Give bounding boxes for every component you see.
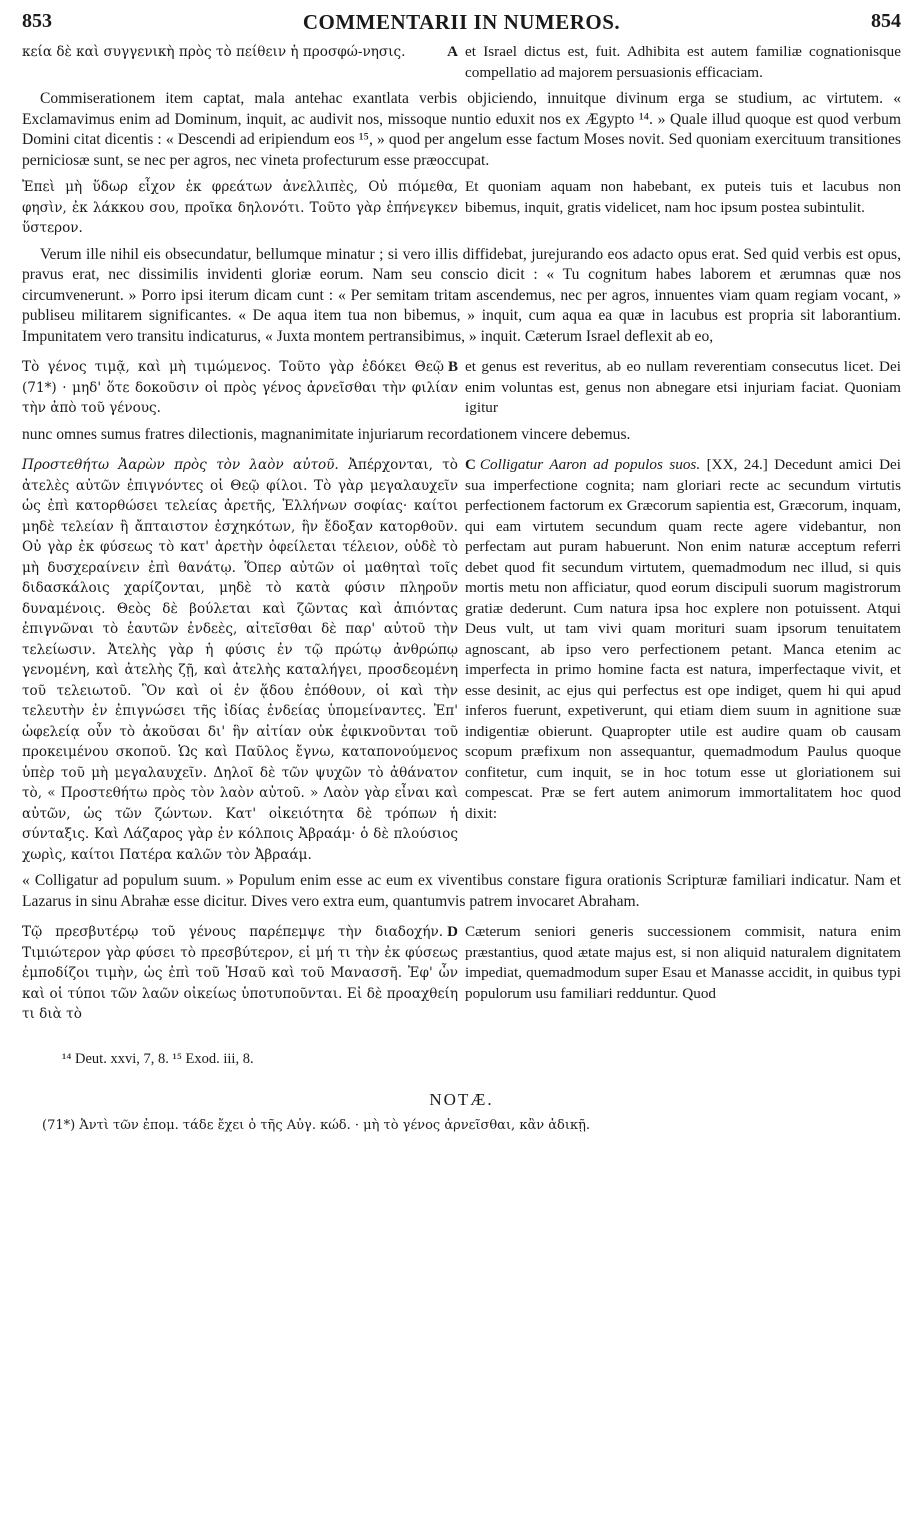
greek-text: κεία δὲ καὶ συγγενικὴ πρὸς τὸ πείθειν ἡ προσφώ-νησις. — [22, 44, 406, 60]
latin-column — [465, 42, 901, 83]
latin-lemma: Colligatur Aaron ad populos suos. — [479, 456, 701, 473]
latin-column — [465, 177, 901, 239]
parallel-block-3 — [22, 357, 901, 419]
notae-text: (71*) Ἀντὶ τῶν ἐπομ. τάδε ἔχει ὁ τῆς Αὐγ. κώδ. · μὴ τὸ γένος ἀρνεῖσθαι, κἂν ἀδικῇ. — [42, 1117, 591, 1133]
latin-paragraph: nunc omnes sumus fratres dilectionis, magnanimitate injuriarum recordationem vincere debemus. — [22, 425, 631, 443]
section-marker: C — [465, 457, 476, 473]
latin-column — [465, 455, 901, 865]
greek-text: Ἀπέρχονται, τὸ ἀτελὲς αὐτῶν ἐπιγνόντες οἱ Θεῷ φίλοι. Τὸ γὰρ μεγαλαυχεῖν ὡς ἐπὶ κατορθώσει τελείας ἀρετῆς, Ἑλλήνων σοφίας· καίτοι μηδὲ τελείαν ἢ ἄπταιστον ἐσχηκότων, ἣν ἔδοξαν κατορθοῦν. Οὐ γὰρ ἐκ φύσεως τὸ κατ' ἀρετὴν ὀφείλεται τέλειον, οὐδὲ τὸ μὴ δυσχεραίνειν ἐπὶ θανάτῳ. Ὅπερ αὐτῶν οἱ μαθηταὶ τοῖς διδασκάλοις χαρίζονται, μηδὲ τὸ κατὰ φύσιν πληροῦν δυναμένοις. Θεὸς δὲ βούλεται καὶ ζῶντας καὶ ἀπιόντας ἐπιγνῶναι τὸ ἑαυτῶν ἐνδεὲς, αἰτεῖσθαι δὲ παρ' αὐτοῦ τὴν τελείωσιν. Ἀτελὴς γὰρ ἡ φύσις ἐν τῷ πρώτῳ ἀνθρώπῳ γενομένη, καὶ ἀτελὴς ζῇ, καὶ ἀτελὴς καταλήγει, προσδεομένη τοῦ τελειωτοῦ. Ὃν καὶ οἱ ἐν ᾅδου ἐπόθουν, οἱ καὶ τὴν τελευτὴν ἐν ἐπιγνώσει τῆς ἰδίας ἐνδείας ὑπομείναντες. Ἐπ' ὠφελείᾳ οὖν τὸ ἀκοῦσαι δι' ἣν αἰτίαν οὐκ ἐφικνοῦνται τοῦ προκειμένου σκοποῦ. Ὡς καὶ Παῦλος ἔγνω, καταπονούμενος ὑπὲρ τοῦ μὴ μεγαλαυχεῖν. Δηλοῖ δὲ τῶν ψυχῶν τὸ ἀθάνατον τὸ, « Προστεθήτω πρὸς τὸν λαὸν αὐτοῦ. » Λαὸν γὰρ εἶναι καὶ αὐτῶν, ὡς τῶν ζώντων. Κατ' οἰκειότητα δὲ τρόπων ἡ σύνταξις. Καὶ Λάζαρος γὰρ ἐν κόλποις Ἀβραάμ· ὁ δὲ πλούσιος χωρὶς, καίτοι Πατέρα καλῶν τὸν Ἀβραάμ. — [22, 457, 458, 863]
greek-text: Τὸ γένος τιμᾷ, καὶ μὴ τιμώμενος. Τοῦτο γὰρ ἐδόκει Θεῷ (71*) · μηδ' ὅτε δοκοῦσιν οἱ πρὸς γένος ἀρνεῖσθαι τὴν φιλίαν τὴν ἀπὸ τοῦ γένους. — [22, 359, 458, 416]
greek-column — [22, 455, 458, 865]
page-number-left: 853 — [22, 10, 52, 32]
latin-column — [465, 922, 901, 1025]
parallel-block-5 — [22, 922, 901, 1025]
latin-paragraph: « Colligatur ad populum suum. » Populum enim esse ac eum ex viventibus constare figura orationis Scripturæ familiari indicatur. Nam et Lazarus in sinu Abrahæ esse dicitur. Dives vero extra eum, quantumvis patrem invocaret Abraham. — [22, 872, 901, 910]
greek-column — [22, 177, 458, 239]
latin-paragraph: Commiserationem item captat, mala antehac exantlata verbis objiciendo, innuitque divinum erga se studium, ac virtutem. « Exclamavimus enim ad Dominum, inquit, ac audivit nos, missoque nuntio eduxit nos ex Ægypto ¹⁴. » Quale illud quoque est quod verbum Domini citat dicentis : « Descendi ad eripiendum eos ¹⁵, » quod per angelum esse factum Moses novit. Sed quoniam exercituum transitiones perniciosæ sunt, se nec per agros, nec vineta profecturum esse præoccupat. — [22, 90, 901, 169]
greek-text: Ἐπεὶ μὴ ὕδωρ εἶχον ἐκ φρεάτων ἀνελλιπὲς, Οὐ πιόμεθα, φησὶν, ἐκ λάκκου σου, προῖκα δηλονότι. Τοῦτο γὰρ ἐπήνεγκεν ὕστερον. — [22, 179, 458, 236]
latin-text: Cæterum seniori generis successionem commisit, natura enim præstantius, quod ætate majus est, si non aliquid naturalem dignitatem impediat, quemadmodum super Esau et Manasse accidit, in quibus typi populorum usu familiari redduntur. Quod — [465, 923, 901, 1002]
latin-text: et genus est reveritus, ab eo nullam reverentiam consecutus licet. Dei enim voluntas est, genus non abnegare etsi injuriam faciat. Quoniam igitur — [465, 358, 901, 416]
page-body — [22, 42, 901, 1133]
latin-text: Et quoniam aquam non habebant, ex puteis tuis et lacubus non bibemus, inquit, gratis videlicet, nam hoc ipsum postea subintulit. — [465, 178, 901, 216]
notae-heading: NOTÆ. — [429, 1089, 494, 1109]
scripture-reference: [XX, 24.] — [706, 456, 768, 473]
latin-column — [465, 357, 901, 419]
section-marker: D — [447, 924, 458, 940]
running-title: COMMENTARII IN NUMEROS. — [302, 10, 621, 34]
section-marker: A — [447, 44, 458, 60]
greek-column — [22, 922, 458, 1025]
greek-column — [22, 42, 458, 83]
parallel-block-4 — [22, 455, 901, 865]
parallel-block-2 — [22, 177, 901, 239]
latin-text: Decedunt amici Dei sua imperfectione cognita; nam gloriari recte ac secundum virtutis perfectionem factorum ex Græcorum sapientia est, Græcorum, inquam, qui eam virtutem secundum quam recte agere videbantur, non perfectam aut puram habuerunt. Non enim naturæ acceptum referri debet quod fit secundum virtutem, quemadmodum nec illud, si quis mortis metu non afficiatur, quod eorum discipuli suorum magistrorum gratiæ dederunt. Cum natura ipsa hoc explere non potuissent. Atqui Deus vult, ut tam vivi quam morituri suam ipsorum tenuitatem agnoscant, ab ipso vero perfectionem petant. Manca etenim ac imperfecta in primo homine facta est natura, imperfectaque vivit, et esse desinit, ac ejus qui perfectus est ope indiget, quem hi qui apud inferos fuerunt, expetiverunt, qui etiam diem suum in agnitione suæ indigentiæ obierunt. Quapropter utile est audire quam ob causam scopum præfixum non assequantur, quemadmodum Paulus quoque confitetur, cum inquit, se in hoc totum esse ut gloriationem sui compescat. Præ se fert autem animorum immortalitatem hoc quod dixit: — [465, 456, 902, 822]
latin-paragraph: Verum ille nihil eis obsecundatur, bellumque minatur ; si vero illis diffidebat, jurejurando eos adacto opus erat. Sed quid verbis est opus, pravus erat, nec dissimilis invidenti gloriæ eorum. Nam seu conscio dicit : « Tu cognitum habes laborem et ærumnas quæ nos circumvenerunt. » Porro ipsi iterum dicam cunt : « Per semitam tritam ascendemus, nec per agros, innuentes viam quam regiam vocant, » publiseu militarem significantes. « De aqua item tua non bibemus, » inquit, cum aqua ea quæ in lacubus est propria sit laborantium. Impunitatem vero transitu indicaturus, « Juxta montem pertransibimus, » inquit. Cæterum Israel deflexit ab eo, — [22, 245, 901, 345]
greek-text: Τῷ πρεσβυτέρῳ τοῦ γένους παρέπεμψε τὴν διαδοχήν. Τιμιώτερον γὰρ φύσει τὸ πρεσβύτερον, εἰ μή τι τὴν ἐκ φύσεως ἐμποδίζοι τιμὴν, ὡς ἐπὶ τοῦ Ἡσαῦ καὶ τοῦ Μανασσῆ. Ἐφ' ὧν καὶ οἱ τύποι τῶν λαῶν οἰκείως ὑποτυποῦνται. Εἰ δὲ προαχθείη τι διὰ τὸ — [22, 924, 458, 1022]
page-number-right: 854 — [871, 10, 901, 32]
footnotes: ¹⁴ Deut. xxvi, 7, 8. ¹⁵ Exod. iii, 8. — [62, 1050, 254, 1067]
greek-column — [22, 357, 458, 419]
section-marker: B — [447, 359, 458, 375]
greek-lemma: Προστεθήτω Ἀαρὼν πρὸς τὸν λαὸν αὐτοῦ. — [22, 457, 339, 473]
running-header — [22, 10, 901, 40]
parallel-block-1 — [22, 42, 901, 83]
latin-text: et Israel dictus est, fuit. Adhibita est autem familiæ cognationisque compellatio ad majorem persuasionis efficaciam. — [465, 43, 901, 81]
